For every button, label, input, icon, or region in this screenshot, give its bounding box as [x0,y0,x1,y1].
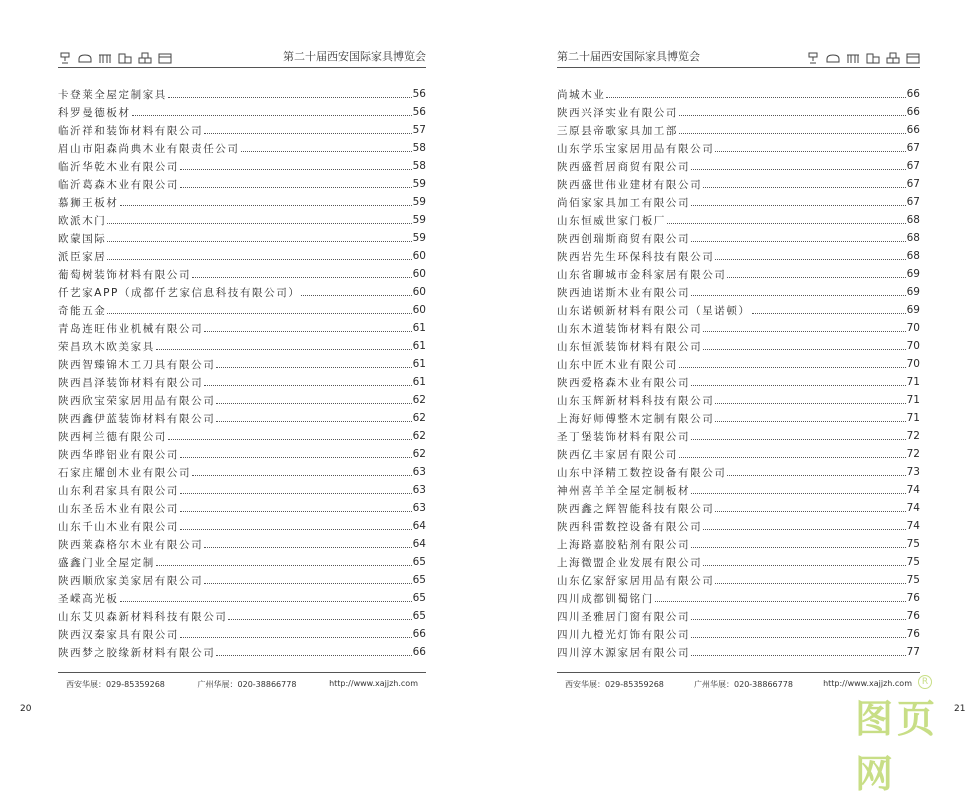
entry-page: 59 [412,178,426,190]
toc-entry[interactable] [557,427,920,445]
entry-page: 59 [412,232,426,244]
toc-entry[interactable] [58,283,426,301]
entry-name: 陕西汉秦家具有限公司 [58,628,179,641]
toc-entry[interactable] [557,247,920,265]
entry-page: 61 [412,340,426,352]
entry-name: 盛鑫门业全屋定制 [58,556,155,569]
toc-entry[interactable] [557,589,920,607]
dot-leader [180,493,412,494]
entry-page: 70 [906,340,920,352]
entry-name: 陕西亿丰家居有限公司 [557,448,678,461]
cabinet-icon [118,52,132,64]
left-header [58,46,426,68]
entry-name: 山东千山木业有限公司 [58,520,179,533]
entry-name: 慕狮王板材 [58,196,119,209]
toc-entry[interactable] [58,139,426,157]
dot-leader [715,259,905,260]
dot-leader [679,133,906,134]
toc-entry[interactable] [557,643,920,661]
entry-name: 山东玉辉新材料科技有限公司 [557,394,715,407]
entry-page: 71 [906,412,920,424]
entry-name: 四川圣雅居门窗有限公司 [557,610,691,623]
entry-page: 61 [412,376,426,388]
entry-name: 陕西梦之胶缘新材料有限公司 [58,646,216,659]
dot-leader [107,241,411,242]
entry-name: 四川淳木源家居有限公司 [557,646,691,659]
entry-name: 临沂祥和装饰材料有限公司 [58,124,204,137]
desk-icon [138,52,152,64]
dot-leader [691,637,906,638]
entry-page: 67 [906,160,920,172]
toc-list [58,85,426,661]
dot-leader [703,349,905,350]
dot-leader [715,511,905,512]
dot-leader [715,151,905,152]
entry-page: 60 [412,250,426,262]
entry-name: 山东恒派装饰材料有限公司 [557,340,703,353]
entry-name: 圣丁堡装饰材料有限公司 [557,430,691,443]
dot-leader [715,583,905,584]
entry-name: 上海微盟企业发展有限公司 [557,556,703,569]
entry-page: 77 [906,646,920,658]
entry-page: 71 [906,376,920,388]
entry-page: 69 [906,268,920,280]
sofa-icon [78,52,92,64]
entry-page: 58 [412,160,426,172]
entry-page: 73 [906,466,920,478]
entry-page: 59 [412,196,426,208]
dot-leader [204,385,411,386]
entry-page: 56 [412,88,426,100]
dot-leader [691,547,906,548]
dot-leader [192,277,412,278]
toc-entry[interactable] [58,103,426,121]
toc-entry[interactable] [58,211,426,229]
dot-leader [727,475,905,476]
toc-entry[interactable] [58,607,426,625]
entry-page: 61 [412,358,426,370]
toc-entry[interactable] [557,157,920,175]
toc-entry[interactable] [58,175,426,193]
dot-leader [180,457,412,458]
entry-name: 尚佰家家具加工有限公司 [557,196,691,209]
toc-entry[interactable] [557,139,920,157]
entry-name: 陕西顺欣家美家居有限公司 [58,574,204,587]
footer-guangzhou-phone: 广州华展：020-38866778 [197,680,297,689]
toc-entry[interactable] [58,481,426,499]
toc-entry[interactable] [58,193,426,211]
entry-name: 葡萄树装饰材料有限公司 [58,268,192,281]
entry-page: 72 [906,448,920,460]
entry-name: 奇能五金 [58,304,107,317]
entry-name: 陕西昌泽装饰材料有限公司 [58,376,204,389]
entry-page: 63 [412,502,426,514]
dot-leader [703,529,905,530]
toc-entry[interactable] [58,463,426,481]
header-title: 第二十届西安国际家具博览会 [283,50,426,63]
left-footer [58,672,426,690]
toc-entry[interactable] [58,409,426,427]
entry-page: 60 [412,268,426,280]
entry-page: 64 [412,520,426,532]
toc-entry[interactable] [557,517,920,535]
toc-entry[interactable] [557,571,920,589]
sofa-icon [826,52,840,64]
toc-entry[interactable] [557,283,920,301]
entry-name: 仟艺家APP（成都仟艺家信息科技有限公司） [58,286,301,299]
entry-page: 75 [906,574,920,586]
toc-entry[interactable] [58,121,426,139]
toc-entry[interactable] [58,319,426,337]
dot-leader [727,277,905,278]
entry-name: 陕西科雷数控设备有限公司 [557,520,703,533]
toc-entry[interactable] [557,103,920,121]
footer-guangzhou-phone: 广州华展：020-38866778 [694,680,793,689]
entry-name: 山东亿家舒家居用品有限公司 [557,574,715,587]
toc-entry[interactable] [58,553,426,571]
dot-leader [691,169,906,170]
entry-page: 57 [412,124,426,136]
entry-name: 四川九橙光灯饰有限公司 [557,628,691,641]
toc-entry[interactable] [557,337,920,355]
entry-name: 陕西岩先生环保科技有限公司 [557,250,715,263]
toc-entry[interactable] [557,193,920,211]
entry-page: 62 [412,448,426,460]
dot-leader [241,151,412,152]
entry-page: 76 [906,628,920,640]
entry-name: 陕西盛世伟业建材有限公司 [557,178,703,191]
dot-leader [156,349,412,350]
entry-name: 山东木道装饰材料有限公司 [557,322,703,335]
toc-entry[interactable] [557,355,920,373]
dot-leader [703,565,905,566]
entry-page: 67 [906,196,920,208]
chair-icon [806,52,820,64]
footer-xian-phone: 西安华展：029-85359268 [565,680,664,689]
dot-leader [691,385,906,386]
entry-page: 59 [412,214,426,226]
dot-leader [204,583,411,584]
dot-leader [715,421,905,422]
toc-entry[interactable] [58,337,426,355]
entry-name: 卡登莱全屋定制家具 [58,88,167,101]
entry-page: 62 [412,430,426,442]
entry-page: 67 [906,178,920,190]
dot-leader [180,187,412,188]
entry-page: 68 [906,250,920,262]
entry-page: 72 [906,430,920,442]
dot-leader [606,97,905,98]
entry-name: 青岛连旺伟业机械有限公司 [58,322,204,335]
dot-leader [204,547,411,548]
header-title: 第二十届西安国际家具博览会 [557,50,700,63]
entry-name: 陕西爱格森木业有限公司 [557,376,691,389]
toc-entry[interactable] [557,553,920,571]
entry-name: 山东中匠木业有限公司 [557,358,678,371]
dot-leader [703,331,905,332]
toc-entry[interactable] [58,355,426,373]
entry-name: 眉山市阳森尚典木业有限责任公司 [58,142,240,155]
entry-page: 60 [412,286,426,298]
toc-entry[interactable] [58,571,426,589]
dot-leader [691,619,906,620]
dot-leader [216,403,411,404]
entry-page: 63 [412,466,426,478]
toc-entry[interactable] [557,301,920,319]
entry-page: 66 [412,646,426,658]
toc-entry[interactable] [58,373,426,391]
dot-leader [168,97,412,98]
dot-leader [691,295,906,296]
entry-name: 山东利君家具有限公司 [58,484,179,497]
toc-entry[interactable] [58,157,426,175]
toc-entry[interactable] [58,517,426,535]
entry-name: 山东圣岳木业有限公司 [58,502,179,515]
table-icon [98,52,112,64]
dot-leader [679,115,906,116]
dot-leader [691,439,906,440]
dot-leader [228,619,411,620]
entry-page: 63 [412,484,426,496]
dot-leader [691,241,906,242]
entry-page: 65 [412,610,426,622]
toc-entry[interactable] [557,409,920,427]
entry-page: 76 [906,592,920,604]
entry-name: 陕西鑫伊蓝装饰材料有限公司 [58,412,216,425]
toc-entry[interactable] [557,373,920,391]
right-header [557,46,920,68]
entry-name: 山东学乐宝家居用品有限公司 [557,142,715,155]
toc-entry[interactable] [58,643,426,661]
dot-leader [120,205,412,206]
entry-page: 74 [906,484,920,496]
dot-leader [180,169,412,170]
dot-leader [216,655,411,656]
entry-page: 74 [906,520,920,532]
desk-icon [886,52,900,64]
toc-entry[interactable] [557,121,920,139]
dot-leader [691,205,906,206]
entry-name: 临沂葛森木业有限公司 [58,178,179,191]
furniture-icons [58,52,172,64]
entry-name: 临沂华乾木业有限公司 [58,160,179,173]
entry-page: 75 [906,556,920,568]
footer-xian-phone: 西安华展：029-85359268 [66,680,165,689]
entry-name: 尚城木业 [557,88,606,101]
entry-name: 派臣家居 [58,250,107,263]
entry-page: 62 [412,394,426,406]
toc-entry[interactable] [58,265,426,283]
toc-entry[interactable] [557,607,920,625]
entry-name: 山东恒威世家门板厂 [557,214,666,227]
dot-leader [679,367,906,368]
entry-page: 75 [906,538,920,550]
entry-page: 70 [906,322,920,334]
dot-leader [192,475,412,476]
toc-entry[interactable] [58,625,426,643]
registered-mark-icon: R [918,675,932,689]
bed-icon [158,52,172,64]
entry-name: 圣嵘高光板 [58,592,119,605]
toc-entry[interactable] [58,391,426,409]
entry-page: 65 [412,556,426,568]
toc-entry[interactable] [557,481,920,499]
entry-page: 74 [906,502,920,514]
entry-page: 68 [906,214,920,226]
entry-name: 欧派木门 [58,214,107,227]
bed-icon [906,52,920,64]
entry-name: 上海好师傅整木定制有限公司 [557,412,715,425]
toc-entry[interactable] [58,427,426,445]
dot-leader [204,331,411,332]
toc-entry[interactable] [557,463,920,481]
dot-leader [107,223,411,224]
table-icon [846,52,860,64]
entry-name: 陕西华晔铝业有限公司 [58,448,179,461]
toc-entry[interactable] [58,301,426,319]
entry-name: 陕西盛哲居商贸有限公司 [557,160,691,173]
entry-page: 64 [412,538,426,550]
toc-entry[interactable] [557,499,920,517]
dot-leader [691,655,906,656]
toc-entry[interactable] [58,499,426,517]
dot-leader [216,367,411,368]
dot-leader [655,601,906,602]
toc-entry[interactable] [557,175,920,193]
dot-leader [691,493,906,494]
right-page [490,0,980,735]
page-number: 20 [20,704,32,714]
dot-leader [180,637,412,638]
entry-name: 四川成都钏蜀铭门 [557,592,654,605]
entry-name: 上海路嘉胶粘剂有限公司 [557,538,691,551]
dot-leader [301,295,411,296]
entry-name: 陕西欣宝荣家居用品有限公司 [58,394,216,407]
entry-page: 76 [906,610,920,622]
page-number: 21 [954,704,966,714]
chair-icon [58,52,72,64]
toc-entry[interactable] [557,391,920,409]
entry-name: 山东中泽精工数控设备有限公司 [557,466,727,479]
dot-leader [156,565,412,566]
entry-name: 科罗曼德板材 [58,106,131,119]
entry-page: 61 [412,322,426,334]
entry-name: 陕西迪诺斯木业有限公司 [557,286,691,299]
dot-leader [180,511,412,512]
entry-page: 66 [906,106,920,118]
dot-leader [107,313,411,314]
dot-leader [168,439,412,440]
dot-leader [107,259,411,260]
toc-entry[interactable] [58,247,426,265]
entry-name: 陕西莱森格尔木业有限公司 [58,538,204,551]
entry-page: 58 [412,142,426,154]
entry-page: 62 [412,412,426,424]
entry-name: 荣昌玖木欧美家具 [58,340,155,353]
dot-leader [703,187,905,188]
toc-list [557,85,920,661]
toc-entry[interactable] [58,229,426,247]
entry-name: 陕西柯兰德有限公司 [58,430,167,443]
entry-page: 69 [906,304,920,316]
watermark-logo: 图页网 [855,697,940,796]
entry-name: 山东省聊城市金科家居有限公司 [557,268,727,281]
entry-name: 山东艾贝森新材料科技有限公司 [58,610,228,623]
footer-url[interactable]: http://www.xajjzh.com [329,679,418,688]
toc-entry[interactable] [58,445,426,463]
dot-leader [679,457,906,458]
dot-leader [204,133,411,134]
entry-page: 70 [906,358,920,370]
toc-entry[interactable] [58,589,426,607]
entry-name: 陕西智臻锦木工刀具有限公司 [58,358,216,371]
entry-name: 陕西鑫之辉智能科技有限公司 [557,502,715,515]
entry-page: 71 [906,394,920,406]
dot-leader [180,529,412,530]
dot-leader [120,601,412,602]
entry-page: 65 [412,592,426,604]
cabinet-icon [866,52,880,64]
toc-entry[interactable] [557,319,920,337]
entry-page: 66 [906,88,920,100]
entry-name: 欧蒙国际 [58,232,107,245]
furniture-icons [806,52,920,64]
entry-name: 三原县帝歌家具加工部 [557,124,678,137]
toc-entry[interactable] [557,211,920,229]
dot-leader [752,313,906,314]
dot-leader [132,115,412,116]
entry-name: 神州喜羊羊全屋定制板材 [557,484,691,497]
toc-entry[interactable] [557,265,920,283]
entry-page: 66 [412,628,426,640]
toc-entry[interactable] [58,85,426,103]
footer-url[interactable]: http://www.xajjzh.com [823,679,912,688]
toc-entry[interactable] [557,85,920,103]
entry-page: 60 [412,304,426,316]
entry-name: 陕西兴泽实业有限公司 [557,106,678,119]
dot-leader [667,223,906,224]
entry-name: 石家庄耀创木业有限公司 [58,466,192,479]
entry-name: 山东诺顿新材料有限公司（星诺顿） [557,304,751,317]
toc-entry[interactable] [557,535,920,553]
dot-leader [715,403,905,404]
entry-page: 56 [412,106,426,118]
toc-entry[interactable] [557,445,920,463]
dot-leader [216,421,411,422]
entry-page: 69 [906,286,920,298]
left-page [0,0,490,735]
entry-page: 67 [906,142,920,154]
toc-entry[interactable] [557,625,920,643]
entry-page: 66 [906,124,920,136]
entry-page: 68 [906,232,920,244]
toc-entry[interactable] [58,535,426,553]
entry-page: 65 [412,574,426,586]
entry-name: 陕西创瑞斯商贸有限公司 [557,232,691,245]
toc-entry[interactable] [557,229,920,247]
